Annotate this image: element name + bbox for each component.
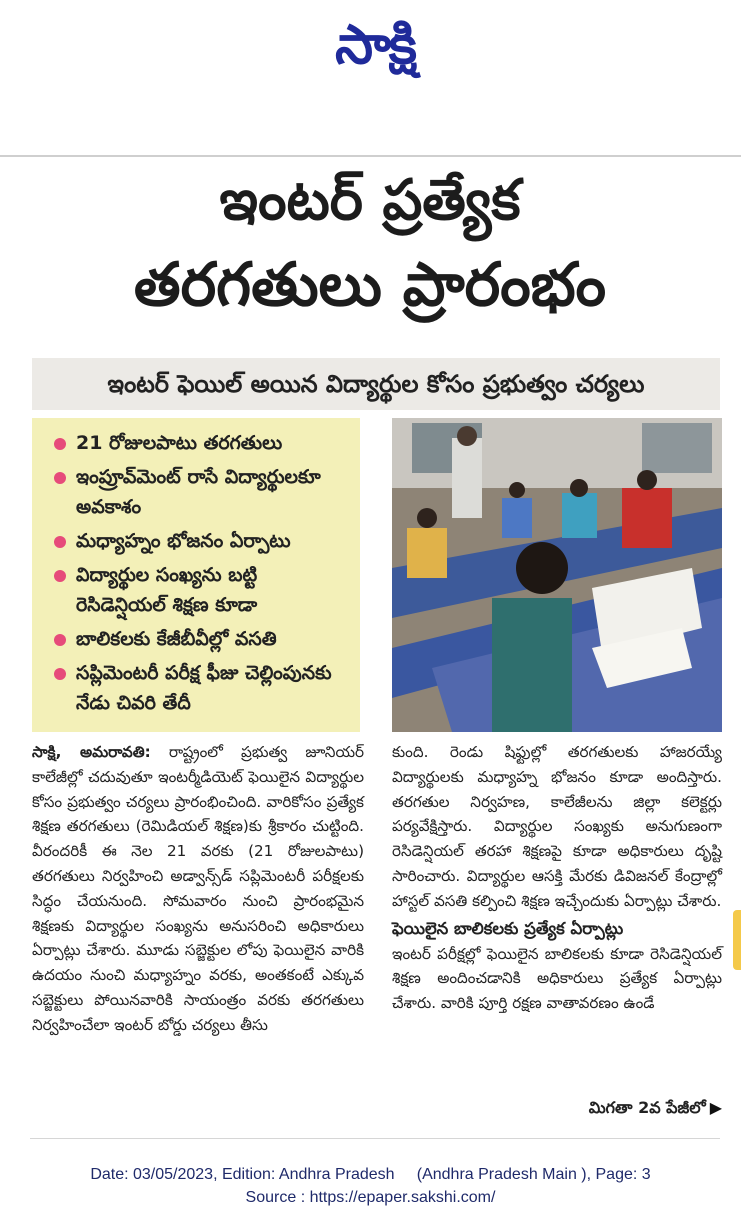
- classroom-exam-photo: [392, 418, 722, 732]
- page-edge-tab: [733, 910, 741, 970]
- dateline: సాక్షి, అమరావతి:: [32, 743, 151, 761]
- article-column-left: [32, 740, 364, 1038]
- play-arrow-icon: ▶: [709, 1098, 722, 1117]
- masthead: [0, 0, 741, 90]
- footer: [0, 1163, 741, 1209]
- headline-line-1: ఇంటర్ ప్రత్యేక: [219, 168, 521, 233]
- article-column-right: [392, 740, 722, 1016]
- footer-source-line: Source : https://epaper.sakshi.com/: [245, 1189, 496, 1206]
- highlight-item: ఇంప్రూవ్‌మెంట్ రాసే విద్యార్థులకూ అవకాశం: [54, 462, 352, 522]
- highlight-item: 21 రోజులపాటు తరగతులు: [54, 428, 352, 458]
- article-text: రాష్ట్రంలో ప్రభుత్వ జూనియర్ కాలేజీల్లో చదువుతూ ఇంటర్మీడియెట్ ఫెయిలైన విద్యార్థుల కోసం ప్రభుత్వం చర్యలు ప్రారంభించింది. వారికోసం ప్రత్యేక శిక్షణ తరగతులు (రెమిడియల్ శిక్షణ)కు శ్రీకారం చుట్టింది. వీరందరికీ ఈ నెల 21 వరకు (21 రోజులపాటు) తరగతులు నిర్వహించి అడ్వాన్స్‌డ్ సప్లిమెంటరీ పరీక్షలకు సిద్ధం చేయనుంది. సోమవారం నుంచి ప్రారంభమైన శిక్షణకు విద్యార్థుల సంఖ్యను అనుసరించి అధికారులు ఏర్పాట్లు చేశారు. మూడు సబ్జెక్టుల లోపు ఫెయిలైన వారికి ఉదయం నుంచి మధ్యాహ్నం వరకు, అంతకంటే ఎక్కువ సబ్జెక్టులు పోయినవారికి సాయంత్రం వరకు తరగతులు నిర్వహించేలా ఇంటర్ బోర్డు చర్యలు తీసు: [32, 743, 364, 1034]
- highlights-box: [32, 418, 360, 732]
- article-paragraph: [32, 740, 364, 1038]
- headline: [20, 160, 720, 328]
- continued-label: మిగతా 2వ పేజీలో: [588, 1098, 706, 1117]
- footer-edition-line: Date: 03/05/2023, Edition: Andhra Pradesh (Andhra Pradesh Main ), Page: 3: [90, 1166, 651, 1183]
- divider: [0, 155, 741, 157]
- highlight-item: సప్లిమెంటరీ పరీక్ష ఫీజు చెల్లింపునకు నేడు చివరి తేదీ: [54, 658, 352, 718]
- subheadline: ఇంటర్ ఫెయిల్ అయిన విద్యార్థుల కోసం ప్రభుత్వం చర్యలు: [32, 358, 720, 410]
- continued-on-page-link[interactable]: [560, 1098, 722, 1121]
- highlight-item: బాలికలకు కేజీబీవీల్లో వసతి: [54, 624, 352, 654]
- sakshi-logo: సాక్షి: [335, 13, 415, 76]
- divider: [30, 1138, 720, 1139]
- highlight-item: విద్యార్థుల సంఖ్యను బట్టి రెసిడెన్షియల్ శిక్షణ కూడా: [54, 560, 352, 620]
- article-text: ఇంటర్ పరీక్షల్లో ఫెయిలైన బాలికలకు కూడా రెసిడెన్షియల్ శిక్షణ అందించడానికి అధికారులు ప్రత్యేక ఏర్పాట్లు చేశారు. వారికి పూర్తి రక్షణ వాతావరణం ఉండే: [392, 944, 722, 1013]
- article-text: కుంది. రెండు షిఫ్టుల్లో తరగతులకు హాజరయ్యే విద్యార్థులకు మధ్యాహ్న భోజనం కూడా అందిస్తారు. తరగతుల నిర్వహణ, కాలేజీలను జిల్లా కలెక్టర్లు పర్యవేక్షిస్తారు. విద్యార్థుల సంఖ్యకు అనుగుణంగా రెసిడెన్షియల్ తరహా శిక్షణపై కూడా అధికారులు దృష్టి సారించారు. విద్యార్థుల ఆసక్తి మేరకు డివిజనల్ కేంద్రాల్లో హాస్టల్ వసతి కల్పించి శిక్షణ ఇచ్చేందుకు ఏర్పాట్లు చేశారు.: [392, 743, 722, 910]
- section-subheading: ఫెయిలైన బాలికలకు ప్రత్యేక ఏర్పాట్లు: [392, 918, 624, 938]
- highlight-item: మధ్యాహ్నం భోజనం ఏర్పాటు: [54, 526, 352, 556]
- headline-line-2: తరగతులు ప్రారంభం: [133, 250, 607, 320]
